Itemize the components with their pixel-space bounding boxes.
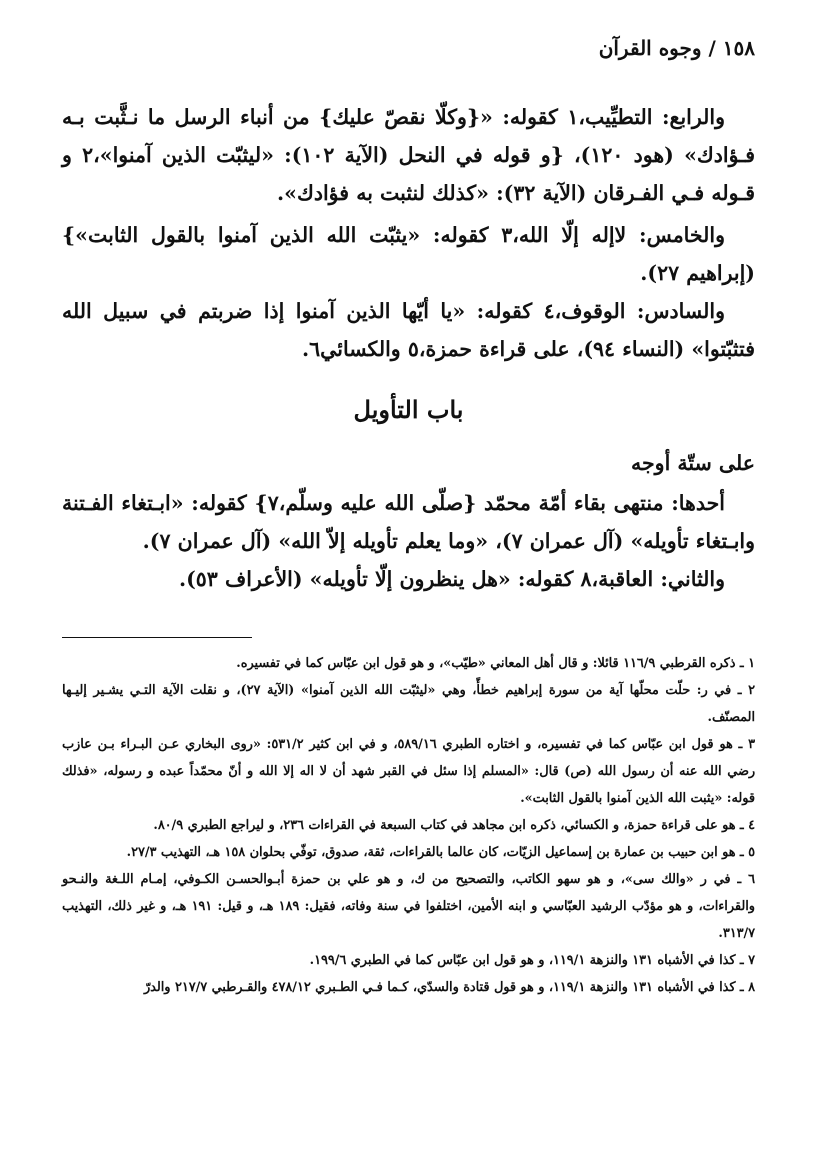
- paragraph-sixth-meaning: والسادس: الوقوف،٤ كقوله: «يا أيّها الذين آمنوا إذا ضربتم في سبيل الله فتثبّتوا» (النساء ٩٤)، على قراءة حمزة،٥ والكسائي٦.: [62, 299, 755, 361]
- footnote-4: ٤ ـ هو على قراءة حمزة، و الكسائي، ذكره ابن مجاهد في كتاب السبعة في القراءات ٢٣٦، و ليراجع الطبري ٨٠/٩.: [153, 818, 755, 833]
- footnote-3: ٣ ـ هو قول ابن عبّاس كما في تفسيره، و اختاره الطبري ٥٨٩/١٦، و في ابن كثير ٥٣١/٢: «روى البخاري عـن البـراء بـن عازب رضي الله عنه أن رسول الله (ص) قال: «المسلم إذا سئل في القبر شهد أن لا اله إلا الله و أنّ محمّداً عبده و رسوله، «فذلك قوله: «يثبت الله الذين آمنوا بالقول الثابت».: [62, 737, 755, 806]
- paragraph-first-aspect: أحدها: منتهى بقاء أمّة محمّد {صلّى الله عليه وسلّم،٧} كقوله: «ابـتغاء الفـتنة وابـتغاء تأويله» (آل عمران ٧)، «وما يعلم تأويله إلاّ الله» (آل عمران ٧).: [62, 491, 755, 553]
- footnote-5: ٥ ـ هو ابن حبيب بن عمارة بن إسماعيل الزيّات، كان عالما بالقراءات، ثقة، صدوق، توفّي بحلوان ١٥٨ هـ، التهذيب ٢٧/٣.: [126, 845, 755, 860]
- paragraph-fourth-meaning: والرابع: التطيِّيب،١ كقوله: «{وكلّا نقصّ عليك} من أنباء الرسل ما نـثَّبت بـه فـؤادك» (هود ١٢٠)، {و قوله في النحل (الآية ١٠٢): «ليثبّت الذين آمنوا»،٢ و قـوله فـي الفـرقان (الآية ٣٢): «كذلك لنثبت به فؤادك».: [62, 105, 756, 205]
- footnotes: [62, 650, 755, 1001]
- main-text: [62, 98, 755, 598]
- footnote-7: ٧ ـ كذا في الأشباه ١٣١ والنزهة ١١٩/١، و هو قول ابن عبّاس كما في الطبري ١٩٩/٦.: [309, 953, 755, 968]
- footnote-1: ١ ـ ذكره القرطبي ١١٦/٩ قائلا: و قال أهل المعاني «طيّب»، و هو قول ابن عبّاس كما في تفسيره.: [236, 656, 755, 671]
- section-title: باب التأويل: [353, 395, 464, 424]
- footnote-6: ٦ ـ في ر «والك سى»، و هو سهو الكاتب، والتصحيح من ك، و هو علي بن حمزة أبـوالحسـن الكـوفي، إمـام اللـغة والنـحو والقراءات، و هو مؤدّب الرشيد العبّاسي و ابنه الأمين، اختلفوا في سنة وفاته، فقيل: ١٨٩ هـ، و قيل: ١٩١ هـ، و غير ذلك، التهذيب ٣١٣/٧.: [62, 872, 755, 941]
- paragraph-fifth-meaning: والخامس: لاإله إلّا الله،٣ كقوله: «يثبّت الله الذين آمنوا بالقول الثابت»} (إبراهيم ٢٧).: [62, 223, 755, 285]
- running-header: ١٥٨ / وجوه القرآن: [598, 36, 755, 60]
- footnote-2: ٢ ـ في ر: حلّت محلّها آية من سورة إبراهيم خطأً، وهي «ليثبّت الله الذين آمنوا» (الآية ٢٧)، و نقلت الآية التـي يشـير إليـها المصنّف.: [62, 683, 755, 725]
- section-subheading: على ستّة أوجه: [631, 451, 755, 475]
- paragraph-second-aspect: والثاني: العاقبة،٨ كقوله: «هل ينظرون إلّا تأويله» (الأعراف ٥٣).: [178, 567, 725, 591]
- footnote-8: ٨ ـ كذا في الأشباه ١٣١ والنزهة ١١٩/١، و هو قول قتادة والسدّي، كـما فـي الطـبري ٤٧٨/١٢ والقـرطبي ٢١٧/٧ والدرّ: [143, 980, 755, 995]
- footnote-divider: [62, 637, 252, 638]
